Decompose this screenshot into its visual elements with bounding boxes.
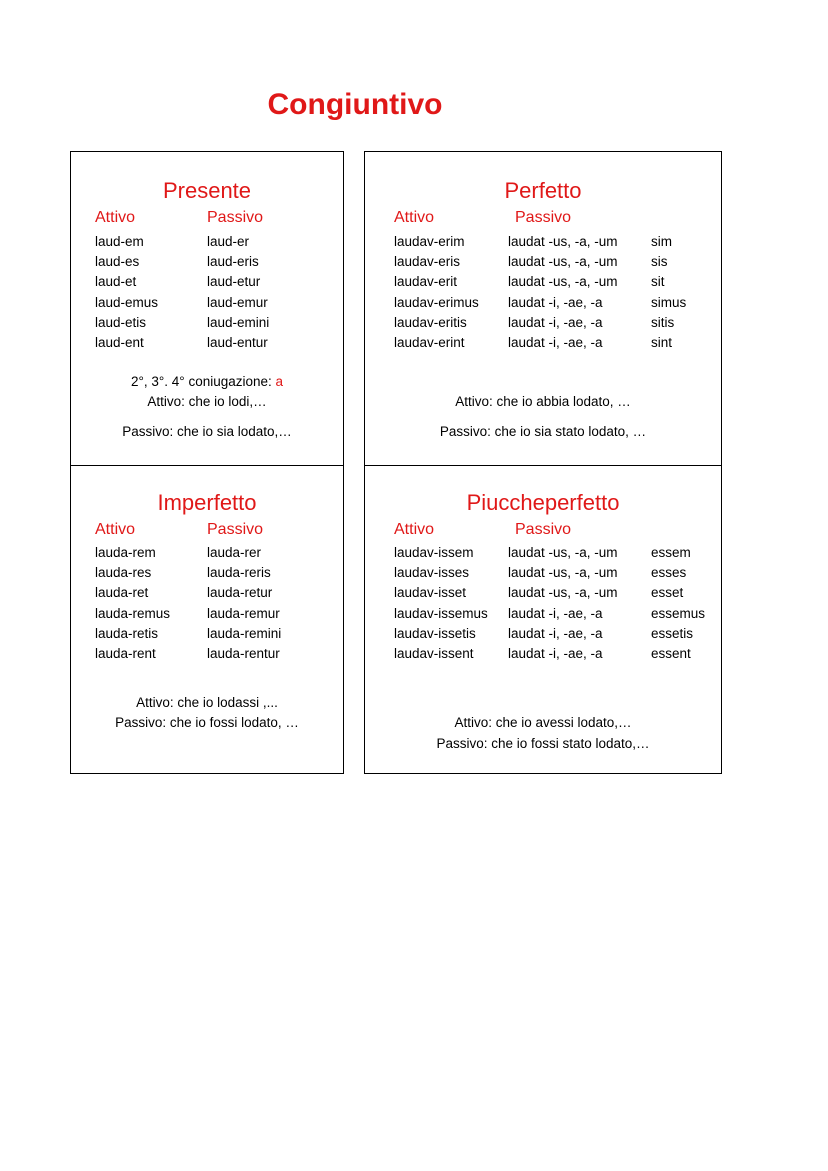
piuccheperfetto-attivo-list [394, 543, 488, 664]
list-item: lauda-rer [207, 545, 262, 560]
list-item: laudav-erint [394, 334, 465, 350]
piuccheperfetto-passivo-list [508, 543, 618, 664]
presente-attivo-note: Attivo: che io lodi,… [147, 394, 267, 409]
piuccheperfetto-box [364, 465, 722, 774]
presente-heading: Presente [162, 178, 252, 203]
list-item: lauda-rentur [207, 645, 280, 661]
perfetto-box [364, 151, 722, 467]
imperfetto-attivo-note: Attivo: che io lodassi ,... [136, 695, 278, 710]
list-item: essemus [651, 605, 706, 621]
list-item: laudav-isses [394, 565, 470, 581]
list-item: lauda-remur [207, 605, 280, 621]
list-item: sit [651, 274, 665, 290]
list-item: sim [651, 234, 672, 249]
piuccheperfetto-passivo-note: Passivo: che io fossi stato lodato,… [436, 736, 650, 751]
list-item: laudat -us, -a, -um [508, 254, 618, 270]
presente-box [70, 151, 344, 467]
list-item: lauda-ret [95, 585, 149, 601]
imperfetto-heading: Imperfetto [157, 490, 257, 515]
list-item: sint [651, 334, 673, 350]
list-item: laud-et [95, 274, 137, 290]
piuccheperfetto-attivo-note: Attivo: che io avessi lodato,… [454, 715, 632, 730]
list-item: laudav-erim [394, 234, 465, 249]
list-item: essetis [651, 625, 694, 641]
list-item: sis [651, 254, 668, 270]
list-item: laudat -us, -a, -um [508, 585, 618, 601]
list-item: laudat -us, -a, -um [508, 565, 618, 581]
list-item: essem [651, 545, 691, 560]
list-item: laudat -i, -ae, -a [508, 294, 603, 310]
list-item: lauda-remini [207, 625, 282, 641]
list-item: laud-emini [207, 314, 270, 330]
list-item: laudat -i, -ae, -a [508, 314, 603, 330]
presente-passivo-list [207, 232, 269, 353]
list-item: lauda-res [95, 565, 152, 581]
list-item: lauda-rem [95, 545, 156, 560]
list-item: laudav-issetis [394, 625, 476, 641]
list-item: laudat -i, -ae, -a [508, 645, 603, 661]
perfetto-attivo-list [394, 232, 479, 353]
imperfetto-attivo-list [95, 543, 170, 664]
list-item: laud-em [95, 234, 144, 249]
presente-attivo-label: Attivo [95, 209, 136, 226]
imperfetto-box [70, 465, 344, 774]
piuccheperfetto-aux-list [651, 543, 705, 664]
list-item: laudat -i, -ae, -a [508, 605, 603, 621]
list-item: laud-emur [207, 294, 268, 310]
list-item: lauda-reris [207, 565, 271, 581]
presente-conjugation-note [71, 374, 343, 389]
list-item: laudat -us, -a, -um [508, 234, 618, 249]
list-item: laudav-eritis [394, 314, 467, 330]
perfetto-passivo-list [508, 232, 618, 353]
imperfetto-passivo-note: Passivo: che io fossi lodato, … [115, 715, 299, 730]
list-item: lauda-remus [95, 605, 171, 621]
presente-passivo-label: Passivo [207, 209, 264, 226]
list-item: esses [651, 565, 687, 581]
list-item: lauda-rent [95, 645, 156, 661]
imperfetto-attivo-label: Attivo [95, 521, 136, 538]
perfetto-passivo-label: Passivo [515, 209, 572, 226]
presente-attivo-list [95, 232, 158, 353]
perfetto-attivo-label: Attivo [394, 209, 435, 226]
perfetto-attivo-note: Attivo: che io abbia lodato, … [455, 394, 631, 409]
list-item: laudav-issem [394, 545, 474, 560]
piuccheperfetto-heading: Piuccheperfetto [466, 490, 620, 515]
list-item: laud-etur [207, 274, 261, 290]
imperfetto-passivo-label: Passivo [207, 521, 264, 538]
list-item: laudav-erit [394, 274, 458, 290]
list-item: laudav-isset [394, 585, 467, 601]
page-title: Congiuntivo [267, 88, 443, 121]
list-item: lauda-retis [95, 625, 159, 641]
conjugation-note-text: 2°, 3°. 4° coniugazione: [130, 374, 276, 389]
list-item: laudat -i, -ae, -a [508, 334, 603, 350]
perfetto-aux-list [651, 232, 686, 353]
list-item: sitis [651, 314, 675, 330]
perfetto-passivo-note: Passivo: che io sia stato lodato, … [439, 424, 647, 439]
list-item: laudav-eris [394, 254, 461, 270]
list-item: laud-entur [207, 334, 268, 350]
list-item: lauda-retur [207, 585, 273, 601]
list-item: laud-emus [95, 294, 159, 310]
conjugation-vowel: a [275, 374, 284, 389]
list-item: laud-er [207, 234, 250, 249]
list-item: laudav-issent [394, 645, 474, 661]
list-item: laud-etis [95, 314, 147, 330]
list-item: laud-ent [95, 334, 144, 350]
presente-passivo-note: Passivo: che io sia lodato,… [122, 424, 292, 439]
list-item: laudav-issemus [394, 605, 488, 621]
list-item: laudav-erimus [394, 294, 479, 310]
list-item: laudat -us, -a, -um [508, 545, 618, 560]
list-item: laud-eris [207, 254, 259, 270]
piuccheperfetto-attivo-label: Attivo [394, 521, 435, 538]
list-item: laudat -us, -a, -um [508, 274, 618, 290]
list-item: essent [651, 645, 691, 661]
list-item: esset [651, 585, 684, 601]
piuccheperfetto-passivo-label: Passivo [515, 521, 572, 538]
perfetto-heading: Perfetto [504, 178, 582, 203]
imperfetto-passivo-list [207, 543, 281, 664]
list-item: laud-es [95, 254, 140, 270]
list-item: laudat -i, -ae, -a [508, 625, 603, 641]
list-item: simus [651, 294, 687, 310]
